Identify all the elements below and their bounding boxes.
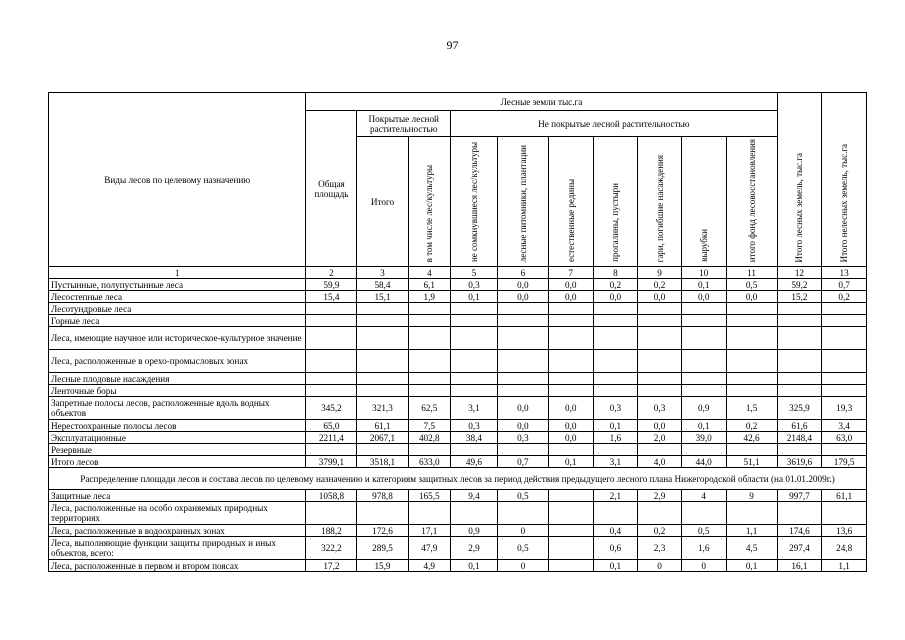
table-cell	[777, 385, 822, 397]
table-cell: 0,0	[497, 397, 548, 420]
table-row	[49, 327, 867, 350]
header-forest-lands: Лесные земли тыс.га	[306, 93, 777, 111]
table-cell: 17,2	[306, 560, 357, 572]
row-label: Запретные полосы лесов, расположенные вдоль водных объектов	[49, 397, 306, 420]
header-unclosed-cultures: не сомкнувшиеся лес/культуры	[451, 137, 498, 267]
table-cell	[548, 490, 593, 502]
table-cell	[681, 315, 726, 327]
table-cell: 978,8	[357, 490, 408, 502]
table-cell: 165,5	[408, 490, 451, 502]
table-row	[49, 444, 867, 456]
table-cell	[681, 373, 726, 385]
header-covered-cultures: в том числе лес/культуры	[408, 137, 451, 267]
row-label: Эксплуатационные	[49, 432, 306, 444]
table-cell: 0,1	[593, 420, 638, 432]
table-cell: 0,5	[497, 537, 548, 560]
table-cell: 3518,1	[357, 456, 408, 468]
header-not-covered: Не покрытые лесной растительностью	[451, 111, 778, 137]
table-cell: 0,3	[497, 432, 548, 444]
table-cell: 51,1	[726, 456, 777, 468]
table-cell	[548, 502, 593, 525]
table-cell	[357, 350, 408, 373]
table-cell	[548, 444, 593, 456]
table-cell	[593, 373, 638, 385]
table-cell: 0,6	[593, 537, 638, 560]
table-cell	[497, 502, 548, 525]
table-cell	[357, 327, 408, 350]
table-cell: 0,1	[451, 291, 498, 303]
table-cell	[726, 502, 777, 525]
table-cell	[777, 350, 822, 373]
table-cell	[822, 502, 867, 525]
column-number: 10	[681, 267, 726, 279]
row-label: Лесотундровые леса	[49, 303, 306, 315]
table-row	[49, 279, 867, 291]
table-cell: 0,0	[593, 291, 638, 303]
table-cell: 345,2	[306, 397, 357, 420]
table-cell: 1,1	[822, 560, 867, 572]
table-cell: 63,0	[822, 432, 867, 444]
table-cell	[548, 327, 593, 350]
table-cell	[451, 444, 498, 456]
table-cell: 0,9	[451, 525, 498, 537]
table-cell	[548, 373, 593, 385]
table-cell	[408, 350, 451, 373]
table-row	[49, 291, 867, 303]
table-cell	[408, 315, 451, 327]
table-cell	[548, 315, 593, 327]
table-cell	[497, 373, 548, 385]
table-cell: 0,1	[681, 420, 726, 432]
table-cell: 297,4	[777, 537, 822, 560]
table-cell: 44,0	[681, 456, 726, 468]
row-label: Резервные	[49, 444, 306, 456]
table-cell	[726, 315, 777, 327]
table-row	[49, 397, 867, 420]
table-cell: 3,4	[822, 420, 867, 432]
table-cell: 7,5	[408, 420, 451, 432]
table-cell	[548, 525, 593, 537]
table-cell	[777, 502, 822, 525]
table-cell: 0,4	[593, 525, 638, 537]
table-cell	[408, 303, 451, 315]
table-row	[49, 373, 867, 385]
table-row	[49, 456, 867, 468]
table-cell: 38,4	[451, 432, 498, 444]
table-cell	[638, 444, 682, 456]
table-row	[49, 303, 867, 315]
table-cell: 0	[681, 560, 726, 572]
table-cell	[497, 303, 548, 315]
table-cell: 2,3	[638, 537, 682, 560]
table-cell	[548, 350, 593, 373]
table-cell: 0,3	[451, 420, 498, 432]
table-cell	[681, 444, 726, 456]
table-cell	[822, 373, 867, 385]
table-cell	[822, 385, 867, 397]
table-cell	[497, 327, 548, 350]
table-cell: 179,5	[822, 456, 867, 468]
table-cell	[638, 303, 682, 315]
section-title: Распределение площади лесов и состава лесов по целевому назначению и категориям защитных лесов за период действия предыдущего лесного плана Нижегородской области (на 01.01.2009г.)	[49, 468, 867, 490]
header-natural-sparse: естественные редины	[548, 137, 593, 267]
table-cell: 1,6	[593, 432, 638, 444]
table-cell: 0,5	[726, 279, 777, 291]
table-cell	[593, 303, 638, 315]
table-cell: 42,6	[726, 432, 777, 444]
table-cell	[777, 444, 822, 456]
table-cell	[408, 327, 451, 350]
table-cell	[451, 315, 498, 327]
table-cell	[357, 303, 408, 315]
table-cell	[638, 373, 682, 385]
table-row	[49, 560, 867, 572]
table-cell: 1058,8	[306, 490, 357, 502]
table-cell: 0,0	[497, 420, 548, 432]
table-cell: 2,9	[638, 490, 682, 502]
table-cell	[548, 385, 593, 397]
table-cell: 4,0	[638, 456, 682, 468]
row-label: Лесостепные леса	[49, 291, 306, 303]
table-row	[49, 502, 867, 525]
table-cell	[726, 350, 777, 373]
column-number: 7	[548, 267, 593, 279]
table-cell	[726, 444, 777, 456]
table-cell	[306, 350, 357, 373]
table-cell: 6,1	[408, 279, 451, 291]
table-cell	[548, 303, 593, 315]
table-cell	[306, 385, 357, 397]
table-cell: 0,5	[497, 490, 548, 502]
row-label: Леса, расположенные на особо охраняемых природных территориях	[49, 502, 306, 525]
table-cell	[638, 327, 682, 350]
table-cell: 0,0	[726, 291, 777, 303]
table-cell	[357, 502, 408, 525]
header-non-forest-lands: Итого нелесных земель, тыс.га	[822, 93, 867, 267]
table-cell	[357, 315, 408, 327]
table-cell	[777, 327, 822, 350]
table-cell: 0,2	[638, 525, 682, 537]
table-cell	[306, 502, 357, 525]
table-cell: 174,6	[777, 525, 822, 537]
column-number: 9	[638, 267, 682, 279]
header-cuttings: вырубки	[681, 137, 726, 267]
table-cell	[408, 444, 451, 456]
table-cell: 1,6	[681, 537, 726, 560]
table-cell	[451, 303, 498, 315]
column-number-row	[49, 267, 867, 279]
table-cell: 15,2	[777, 291, 822, 303]
table-cell: 0,2	[726, 420, 777, 432]
table-cell: 62,5	[408, 397, 451, 420]
table-cell	[306, 327, 357, 350]
table-cell: 2211,4	[306, 432, 357, 444]
row-label: Ленточные боры	[49, 385, 306, 397]
table-cell: 0,3	[638, 397, 682, 420]
table-cell	[357, 444, 408, 456]
table-cell: 322,2	[306, 537, 357, 560]
table-row	[49, 537, 867, 560]
row-label: Итого лесов	[49, 456, 306, 468]
table-cell: 0,2	[822, 291, 867, 303]
header-covered-total: Итого	[357, 137, 408, 267]
table-cell	[548, 537, 593, 560]
column-number: 12	[777, 267, 822, 279]
table-cell: 15,9	[357, 560, 408, 572]
table-cell	[726, 385, 777, 397]
table-row	[49, 420, 867, 432]
table-cell: 0,0	[548, 420, 593, 432]
header-burned: гари, погибшие насаждения	[638, 137, 682, 267]
table-cell	[593, 502, 638, 525]
table-cell	[451, 350, 498, 373]
table-cell	[408, 373, 451, 385]
table-cell: 0,2	[638, 279, 682, 291]
table-cell: 49,6	[451, 456, 498, 468]
table-cell: 59,2	[777, 279, 822, 291]
column-number: 4	[408, 267, 451, 279]
table-cell: 0,7	[822, 279, 867, 291]
column-number: 5	[451, 267, 498, 279]
row-label: Защитные леса	[49, 490, 306, 502]
row-label: Леса, имеющие научное или историческое-культурное значение	[49, 327, 306, 350]
row-label: Леса, расположенные в орехо-промысловых зонах	[49, 350, 306, 373]
table-cell	[451, 373, 498, 385]
table-cell	[306, 315, 357, 327]
page-number: 97	[446, 38, 459, 52]
table-row	[49, 385, 867, 397]
table-cell	[357, 373, 408, 385]
table-cell	[593, 444, 638, 456]
table-cell: 4,5	[726, 537, 777, 560]
table-cell	[593, 350, 638, 373]
table-cell: 9	[726, 490, 777, 502]
table-cell: 3,1	[593, 456, 638, 468]
table-cell: 39,0	[681, 432, 726, 444]
row-label: Пустынные, полупустынные леса	[49, 279, 306, 291]
table-cell	[451, 385, 498, 397]
table-cell: 3799,1	[306, 456, 357, 468]
table-cell	[497, 350, 548, 373]
table-cell	[451, 327, 498, 350]
table-cell: 2,0	[638, 432, 682, 444]
table-cell: 2,1	[593, 490, 638, 502]
table-cell: 0,0	[548, 291, 593, 303]
table-cell: 633,0	[408, 456, 451, 468]
table-cell	[726, 373, 777, 385]
column-number: 13	[822, 267, 867, 279]
table-cell: 188,2	[306, 525, 357, 537]
table-cell: 15,1	[357, 291, 408, 303]
table-row	[49, 350, 867, 373]
table-cell: 0,9	[681, 397, 726, 420]
column-number: 8	[593, 267, 638, 279]
table-cell: 0,2	[593, 279, 638, 291]
row-label: Нерестоохранные полосы лесов	[49, 420, 306, 432]
table-cell	[726, 327, 777, 350]
header-covered: Покрытые лесной растительностью	[357, 111, 451, 137]
row-label: Горные леса	[49, 315, 306, 327]
table-cell: 3,1	[451, 397, 498, 420]
table-cell	[497, 385, 548, 397]
table-cell	[593, 327, 638, 350]
table-cell	[726, 303, 777, 315]
table-cell	[681, 350, 726, 373]
table-cell: 65,0	[306, 420, 357, 432]
table-cell: 0	[638, 560, 682, 572]
table-cell: 0,0	[638, 291, 682, 303]
header-reforestation-fund: итого фонд лесовосстановления	[726, 137, 777, 267]
table-cell: 0,1	[726, 560, 777, 572]
table-cell: 0,0	[681, 291, 726, 303]
table-cell	[777, 315, 822, 327]
table-cell	[306, 373, 357, 385]
row-label: Лесные плодовые насаждения	[49, 373, 306, 385]
header-forest-types: Виды лесов по целевому назначению	[49, 93, 306, 267]
table-cell	[777, 303, 822, 315]
table-cell: 321,3	[357, 397, 408, 420]
table-cell: 0,1	[548, 456, 593, 468]
column-number: 3	[357, 267, 408, 279]
table-cell: 1,1	[726, 525, 777, 537]
table-cell: 2148,4	[777, 432, 822, 444]
table-cell	[822, 350, 867, 373]
table-cell: 58,4	[357, 279, 408, 291]
table-cell: 9,4	[451, 490, 498, 502]
row-label: Леса, расположенные в первом и втором поясах	[49, 560, 306, 572]
table-cell: 0,0	[548, 279, 593, 291]
table-cell: 61,1	[822, 490, 867, 502]
table-cell: 0,0	[497, 291, 548, 303]
table-cell: 402,8	[408, 432, 451, 444]
table-cell	[357, 385, 408, 397]
header-clearings: прогалины, пустыри	[593, 137, 638, 267]
forest-table	[48, 92, 867, 572]
table-cell	[408, 502, 451, 525]
table-cell	[593, 315, 638, 327]
table-cell: 61,6	[777, 420, 822, 432]
table-cell: 0,1	[593, 560, 638, 572]
table-cell	[822, 327, 867, 350]
table-cell: 47,9	[408, 537, 451, 560]
table-cell	[638, 385, 682, 397]
table-cell: 325,9	[777, 397, 822, 420]
table-cell	[681, 303, 726, 315]
table-cell: 289,5	[357, 537, 408, 560]
table-cell: 3619,6	[777, 456, 822, 468]
table-cell: 0,7	[497, 456, 548, 468]
table-cell: 0,1	[681, 279, 726, 291]
table-cell	[638, 502, 682, 525]
table-cell	[681, 502, 726, 525]
table-row	[49, 525, 867, 537]
table-cell	[497, 315, 548, 327]
table-cell	[638, 350, 682, 373]
table-cell: 0	[497, 525, 548, 537]
table-cell: 0,0	[497, 279, 548, 291]
row-label: Леса, выполняющие функции защиты природных и иных объектов, всего:	[49, 537, 306, 560]
table-cell: 16,1	[777, 560, 822, 572]
column-number: 1	[49, 267, 306, 279]
table-cell: 997,7	[777, 490, 822, 502]
table-cell	[681, 385, 726, 397]
table-cell	[822, 444, 867, 456]
table-cell: 172,6	[357, 525, 408, 537]
table-cell: 0	[497, 560, 548, 572]
table-cell: 0,0	[548, 397, 593, 420]
table-cell: 24,8	[822, 537, 867, 560]
table-cell	[681, 327, 726, 350]
table-cell: 0,5	[681, 525, 726, 537]
header-total-forest-lands: Итого лесных земель, тыс.га	[777, 93, 822, 267]
table-cell: 19,3	[822, 397, 867, 420]
table-cell: 59,9	[306, 279, 357, 291]
column-number: 2	[306, 267, 357, 279]
table-cell	[306, 303, 357, 315]
table-cell: 0,3	[451, 279, 498, 291]
table-cell: 15,4	[306, 291, 357, 303]
header-total-area: Общая площадь	[306, 111, 357, 267]
header-nurseries: лесные питомники, плантации	[497, 137, 548, 267]
column-number: 11	[726, 267, 777, 279]
table-row	[49, 432, 867, 444]
table-cell: 0,0	[638, 420, 682, 432]
table-cell: 13,6	[822, 525, 867, 537]
table-cell: 2,9	[451, 537, 498, 560]
table-cell	[306, 444, 357, 456]
table-cell: 17,1	[408, 525, 451, 537]
table-cell	[548, 560, 593, 572]
column-number: 6	[497, 267, 548, 279]
table-row	[49, 490, 867, 502]
table-cell	[822, 303, 867, 315]
table-cell: 0,1	[451, 560, 498, 572]
table-cell	[593, 385, 638, 397]
table-cell	[497, 444, 548, 456]
table-cell	[408, 385, 451, 397]
table-row	[49, 315, 867, 327]
table-cell: 4,9	[408, 560, 451, 572]
table-cell	[638, 315, 682, 327]
table-cell: 61,1	[357, 420, 408, 432]
table-cell	[777, 373, 822, 385]
table-cell	[822, 315, 867, 327]
row-label: Леса, расположенные в водоохранных зонах	[49, 525, 306, 537]
table-cell: 1,5	[726, 397, 777, 420]
table-cell: 0,0	[548, 432, 593, 444]
table-cell: 4	[681, 490, 726, 502]
table-cell: 2067,1	[357, 432, 408, 444]
table-cell: 0,3	[593, 397, 638, 420]
table-cell: 1,9	[408, 291, 451, 303]
table-cell	[451, 502, 498, 525]
